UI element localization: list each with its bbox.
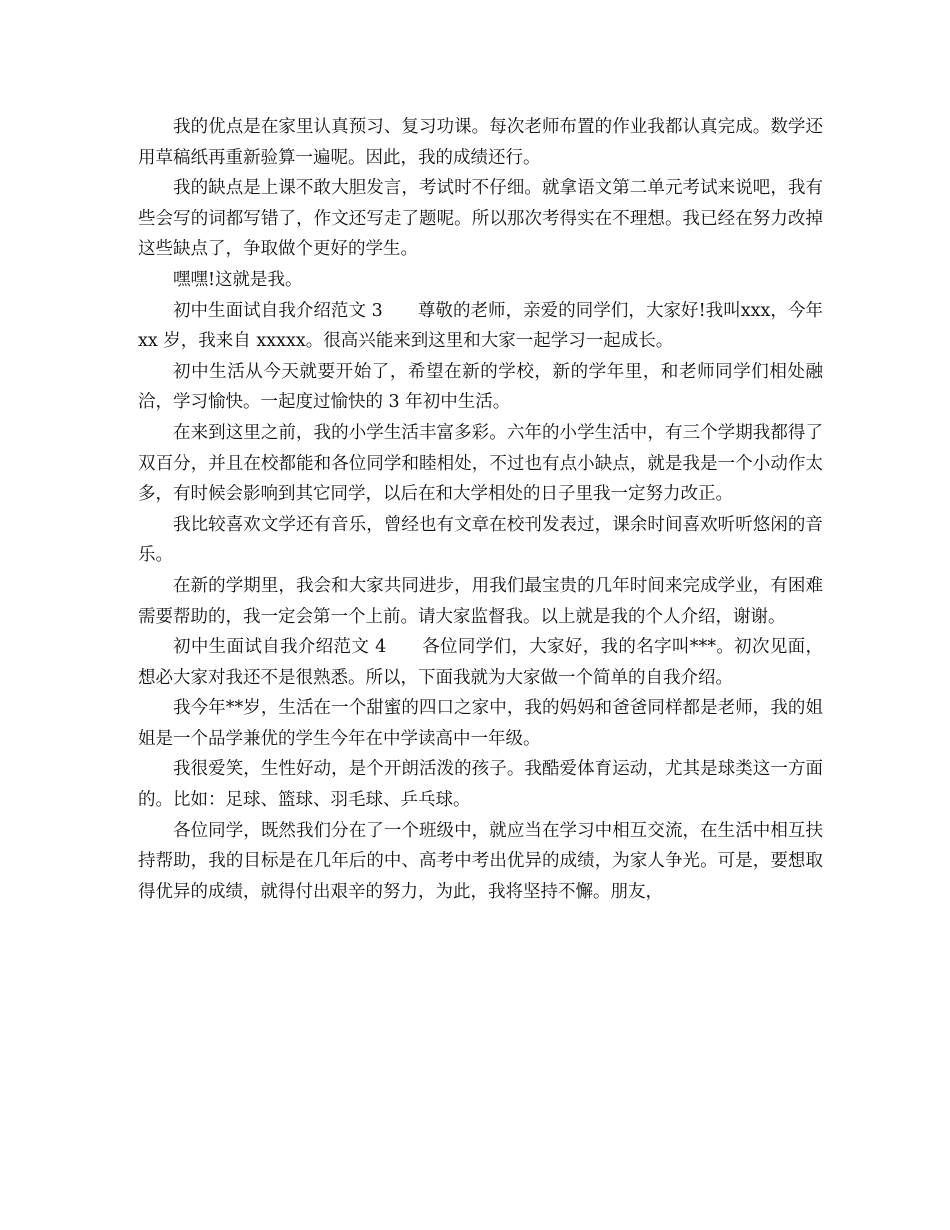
paragraph-sample-4-family: 我今年**岁，生活在一个甜蜜的四口之家中，我的妈妈和爸爸同样都是老师，我的姐姐是一个品学兼优的学生今年在中学读高中一年级。 — [138, 698, 823, 749]
paragraph-sample-3-hobbies: 我比较喜欢文学还有音乐，曾经也有文章在校刊发表过，课余时间喜欢听听悠闲的音乐。 — [138, 514, 823, 566]
paragraph-closing: 嘿嘿!这就是我。 — [173, 269, 303, 290]
paragraph-sample-4-goals: 各位同学，既然我们分在了一个班级中，就应当在学习中相互交流，在生活中相互扶持帮助，我的目标是在几年后的中、高考中考出优异的成绩，为家人争光。可是，要想取得优异的成绩，就得付出艰辛的努力，为此，我将坚持不懈。朋友， — [138, 820, 823, 902]
paragraph-sample-3-hopes: 初中生活从今天就要开始了，希望在新的学校，新的学年里，和老师同学们相处融洽，学习愉快。一起度过愉快的 3 年初中生活。 — [138, 361, 823, 413]
paragraph-sample-3-new-term: 在新的学期里，我会和大家共同进步，用我们最宝贵的几年时间来完成学业，有困难需要帮助的，我一定会第一个上前。请大家监督我。以上就是我的个人介绍，谢谢。 — [138, 575, 823, 627]
paragraph-sample-3-intro: 初中生面试自我介绍范文 3 尊敬的老师，亲爱的同学们，大家好!我叫xxx，今年 xx 岁，我来自 xxxxx。很高兴能来到这里和大家一起学习一起成长。 — [138, 300, 823, 352]
paragraph-sample-4-intro: 初中生面试自我介绍范文 4 各位同学们，大家好，我的名字叫***。初次见面，想必大家对我还不是很熟悉。所以，下面我就为大家做一个简单的自我介绍。 — [138, 637, 823, 688]
document-body — [138, 112, 823, 907]
paragraph-sample-4-personality: 我很爱笑，生性好动，是个开朗活泼的孩子。我酷爱体育运动，尤其是球类这一方面的。比如：足球、篮球、羽毛球、乒乓球。 — [138, 759, 823, 811]
paragraph-weaknesses: 我的缺点是上课不敢大胆发言，考试时不仔细。就拿语文第二单元考试来说吧，我有些会写的词都写错了，作文还写走了题呢。所以那次考得实在不理想。我已经在努力改掉这些缺点了，争取做个更好的学生。 — [138, 178, 823, 260]
paragraph-sample-3-primary-school: 在来到这里之前，我的小学生活丰富多彩。六年的小学生活中，有三个学期我都得了双百分，并且在校都能和各位同学和睦相处，不过也有点小缺点，就是我是一个小动作太多，有时候会影响到其它同学，以后在和大学相处的日子里我一定努力改正。 — [138, 422, 823, 505]
paragraph-strengths: 我的优点是在家里认真预习、复习功课。每次老师布置的作业我都认真完成。数学还用草稿纸再重新验算一遍呢。因此，我的成绩还行。 — [138, 117, 823, 168]
